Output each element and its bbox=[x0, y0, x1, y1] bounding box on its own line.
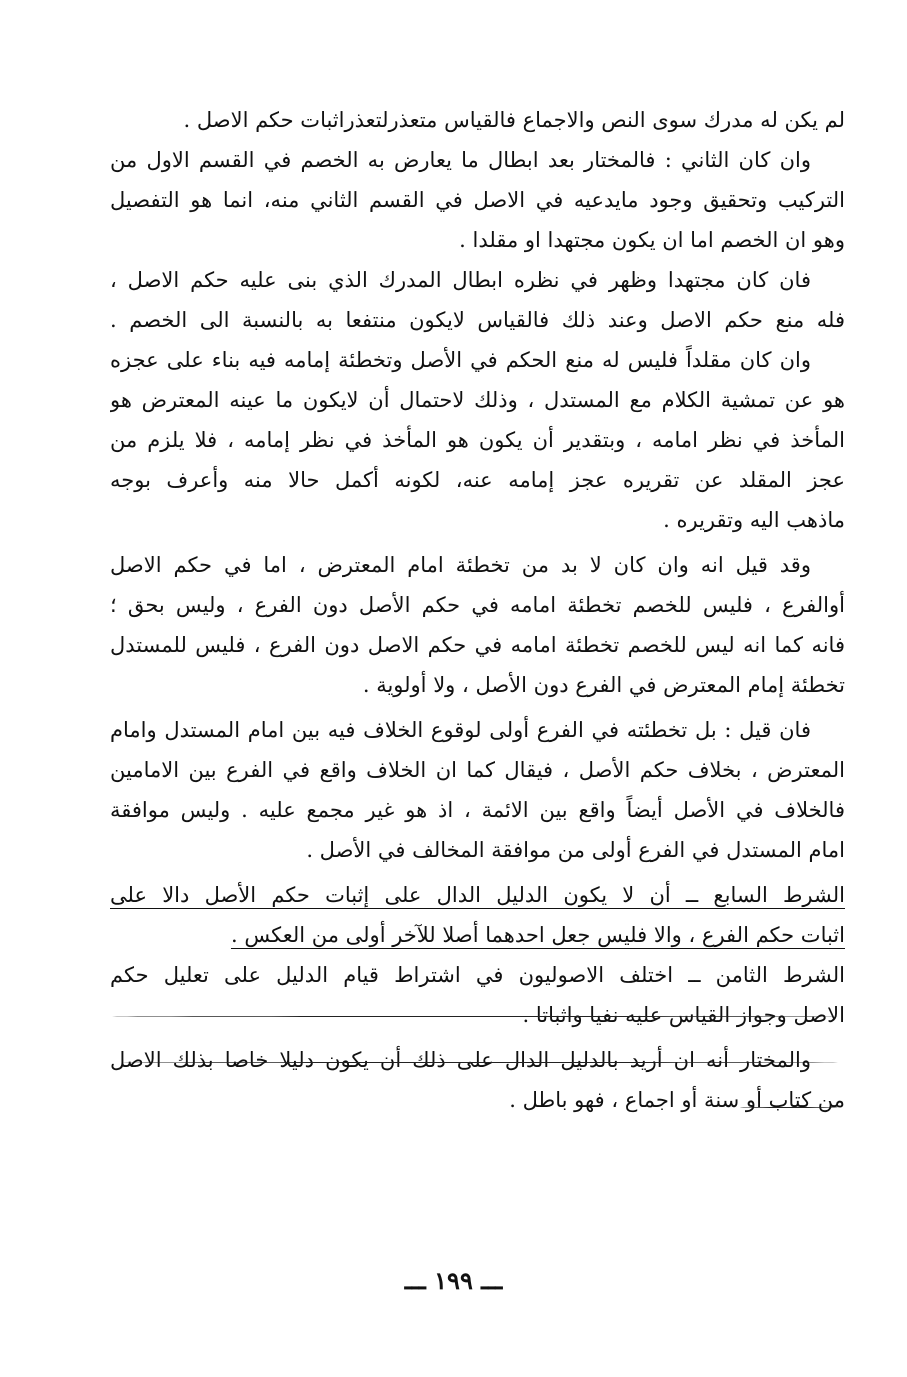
text-line: ماذهب اليه وتقريره . bbox=[663, 508, 845, 532]
pen-underline-mark bbox=[120, 1062, 840, 1063]
text-line: وقد قيل انه وان كان لا بد من تخطئة امام المعترض ، اما في حكم الاصل bbox=[110, 553, 811, 577]
text-line: تخطئة إمام المعترض في الفرع دون الأصل ، ولا أولوية . bbox=[362, 673, 845, 697]
text-line: امام المستدل في الفرع أولى من موافقة المخالف في الأصل . bbox=[306, 838, 845, 862]
text-line: وهو ان الخصم اما ان يكون مجتهدا او مقلدا . bbox=[459, 228, 845, 252]
text-line: فله منع حكم الاصل وعند ذلك فالقياس لايكون منتفعا به بالنسبة الى الخصم . bbox=[110, 308, 845, 332]
text-line: التركيب وتحقيق وجود مايدعيه في الاصل في القسم الثاني منه، انما هو التفصيل bbox=[110, 188, 845, 212]
text-line: لم يكن له مدرك سوى النص والاجماع فالقياس متعذرلتعذراثبات حكم الاصل . bbox=[183, 108, 845, 132]
text-line: المعترض ، بخلاف حكم الأصل ، فيقال كما ان الخلاف واقع في الفرع بين الامامين bbox=[110, 758, 845, 782]
text-line: المأخذ في نظر امامه ، وبتقدير أن يكون هو المأخذ في نظر إمامه ، فلا يلزم من bbox=[110, 428, 845, 452]
page-number: ـــ ١٩٩ ـــ bbox=[404, 1266, 503, 1295]
text-line: الشرط الثامن ــ اختلف الاصوليون في اشتراط قيام الدليل على تعليل حكم bbox=[110, 963, 845, 987]
text-line-underlined: الشرط السابع ــ أن لا يكون الدليل الدال على إثبات حكم الأصل دالا على bbox=[110, 883, 845, 907]
text-line: وان كان الثاني : فالمختار بعد ابطال ما يعارض به الخصم في القسم الاول من bbox=[110, 148, 811, 172]
text-line: أوالفرع ، فليس للخصم تخطئة امامه في حكم الأصل دون الفرع ، وليس بحق ؛ bbox=[110, 593, 845, 617]
text-line: الاصل وجواز القياس عليه نفيا واثباتا . bbox=[522, 1003, 845, 1027]
text-line: فان قيل : بل تخطئته في الفرع أولى لوقوع الخلاف فيه بين امام المستدل وامام bbox=[110, 718, 811, 742]
text-line: فان كان مجتهدا وظهر في نظره ابطال المدرك الذي بنى عليه حكم الاصل ، bbox=[110, 268, 811, 292]
text-line-underlined: اثبات حكم الفرع ، والا فليس جعل احدهما أصلا للآخر أولى من العكس . bbox=[230, 923, 845, 947]
text-line: عجز المقلد عن تقريره عجز إمامه عنه، لكونه أكمل حالا منه وأعرف بوجه bbox=[110, 468, 845, 492]
text-line: من كتاب أو سنة أو اجماع ، فهو باطل . bbox=[509, 1088, 845, 1112]
pen-underline-mark bbox=[740, 1107, 838, 1108]
text-line: هو عن تمشية الكلام مع المستدل ، وذلك لاحتمال أن لايكون ما عينه المعترض هو bbox=[110, 388, 845, 412]
page-body bbox=[110, 100, 845, 1120]
text-line: وان كان مقلداً فليس له منع الحكم في الأصل وتخطئة إمامه فيه بناء على عجزه bbox=[110, 348, 811, 372]
text-line: فالخلاف في الأصل أيضاً واقع بين الائمة ، اذ هو غير مجمع عليه . وليس موافقة bbox=[110, 798, 845, 822]
text-line: والمختار أنه ان أريد بالدليل الدال على ذلك أن يكون دليلا خاصا بذلك الاصل bbox=[110, 1048, 811, 1072]
text-line: فانه كما انه ليس للخصم تخطئة امامه في حكم الاصل دون الفرع ، فليس للمستدل bbox=[110, 633, 845, 657]
